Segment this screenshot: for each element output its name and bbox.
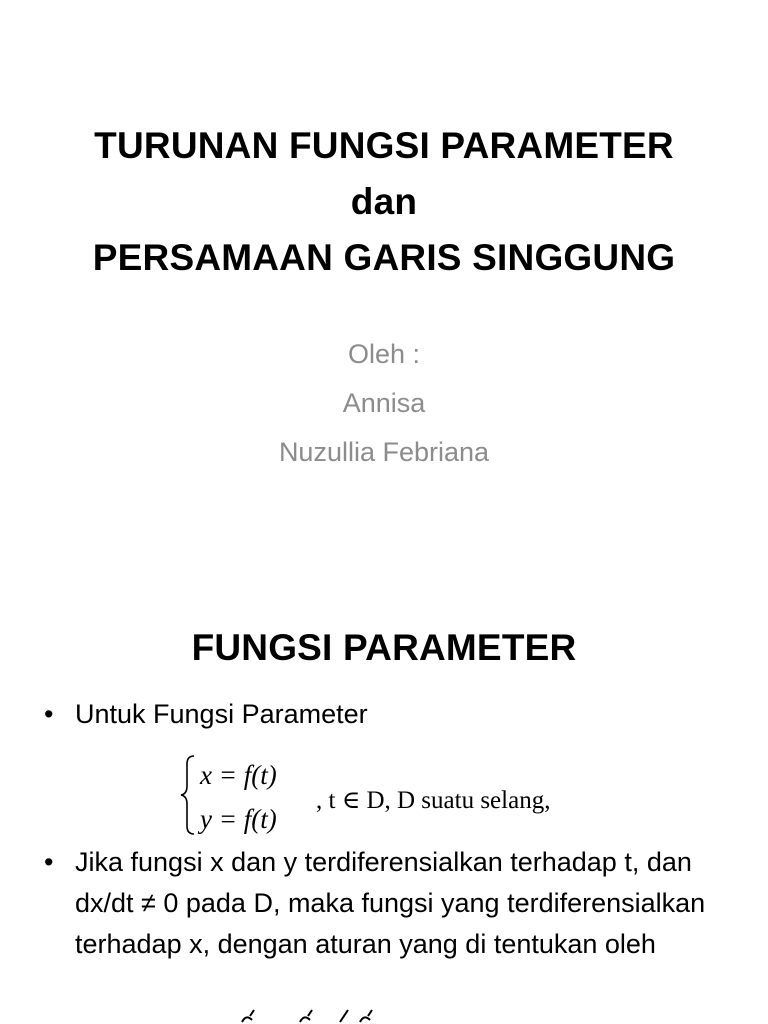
title-line-2: dan: [350, 181, 418, 222]
formula-glyph-fragment: [242, 1010, 372, 1022]
formula-y-line: y = f(t): [200, 804, 277, 834]
title-line-3: PERSAMAAN GARIS SINGGUNG: [92, 237, 676, 278]
bullet-text-1: Untuk Fungsi Parameter: [75, 699, 368, 729]
content-slide-title: FUNGSI PARAMETER: [191, 627, 577, 668]
title-line-1: TURUNAN FUNGSI PARAMETER: [94, 125, 674, 166]
slide-subtitle: [0, 330, 768, 477]
author-full-name: Nuzullia Febriana: [278, 437, 490, 467]
formula-condition: , t ∈ D, D suatu selang,: [316, 787, 551, 814]
subtitle-by-label: Oleh :: [347, 339, 421, 369]
parametric-formula: [178, 752, 618, 838]
derivative-formula-partial: [240, 1008, 440, 1024]
author-first-name: Annisa: [342, 388, 426, 418]
formula-x-line: x = f(t): [200, 760, 277, 790]
bullet-item-1: [44, 694, 724, 735]
content-slide: [0, 576, 768, 1024]
bullet-marker: •: [44, 847, 54, 877]
slide-title: [0, 118, 768, 286]
bullet-marker: •: [44, 699, 54, 729]
left-brace: [181, 756, 194, 834]
bullet-text-2: Jika fungsi x dan y terdiferensialkan terhadap t, dan dx/dt ≠ 0 pada D, maka fungsi yang terdiferensialkan terhadap x, dengan aturan yang di tentukan oleh: [75, 847, 706, 959]
bullet-item-2: [44, 842, 724, 965]
